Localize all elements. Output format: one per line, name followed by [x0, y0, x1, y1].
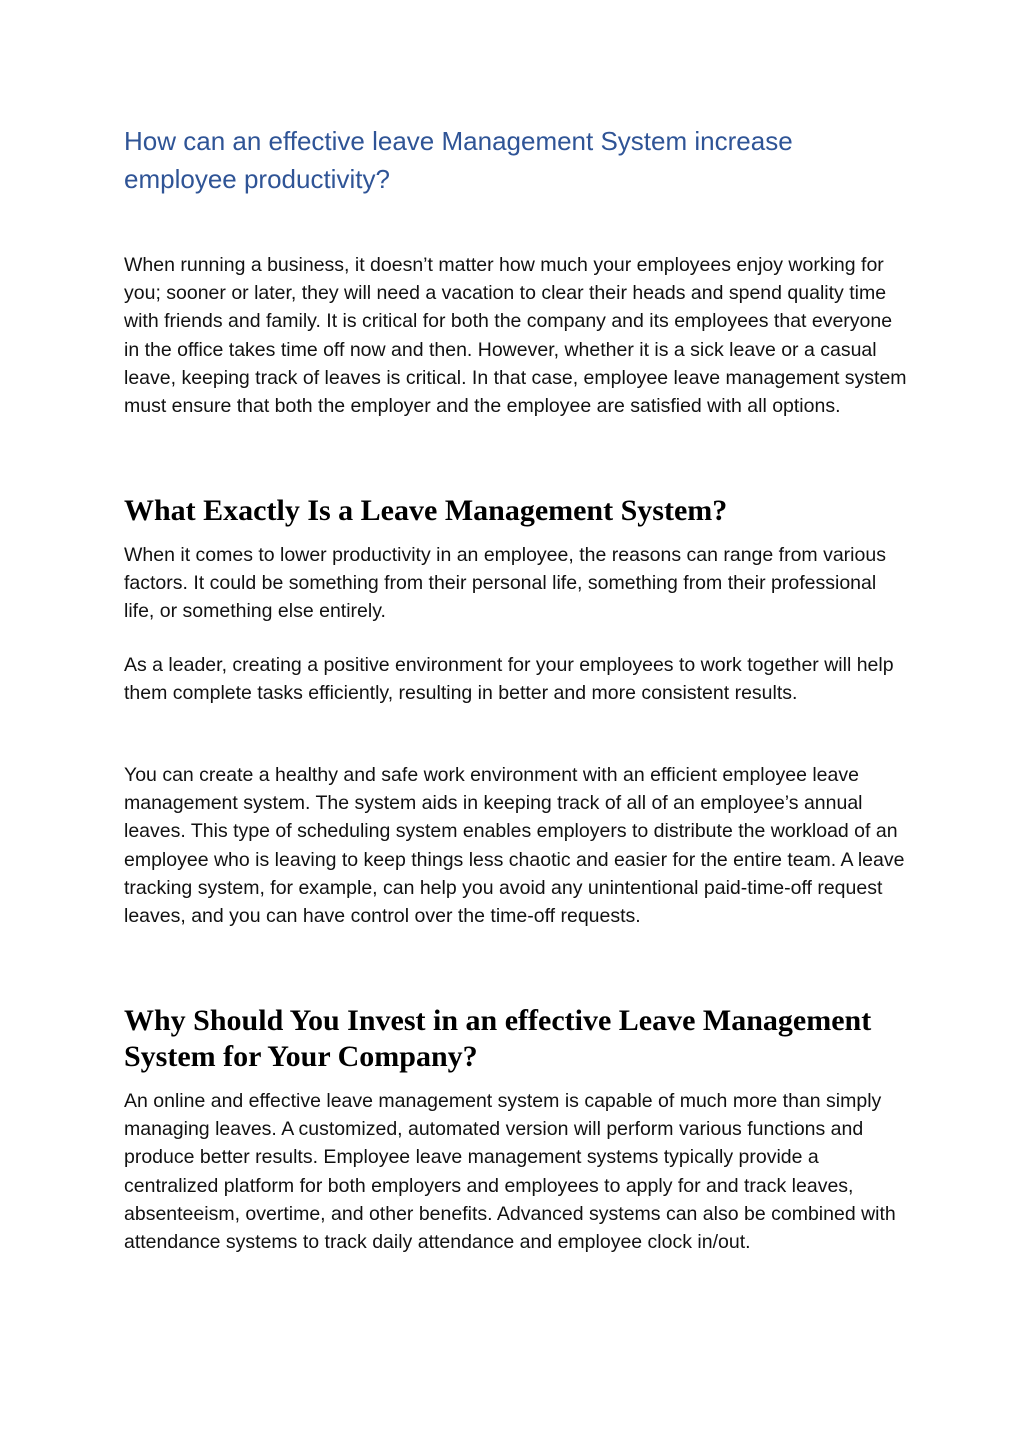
section-1-paragraph-3: You can create a healthy and safe work environment with an efficient employee leave management system. The system aids in keeping track of all of an employee’s annual leaves. This type of scheduling system enables employers to distribute the workload of an employee who is leaving to keep things less chaotic and easier for the entire team. A leave tracking system, for example, can help you avoid any unintentional paid-time-off request leaves, and you can have control over the time-off requests.: [124, 764, 905, 928]
intro-paragraph: When running a business, it doesn’t matter how much your employees enjoy working for you; sooner or later, they will need a vacation to clear their heads and spend quality time with friends and family. It is critical for both the company and its employees that everyone in the office takes time off now and then. However, whether it is a sick leave or a casual leave, keeping track of leaves is critical. In that case, employee leave management system must ensure that both the employer and the employee are satisfied with all options.: [124, 254, 907, 418]
document-title: How can an effective leave Management System increase employee productivity?: [124, 126, 793, 194]
section-2-paragraph-1: An online and effective leave management system is capable of much more than simply managing leaves. A customized, automated version will perform various functions and produce better results. Employee leave management systems typically provide a centralized platform for both employers and employees to apply for and track leaves, absenteeism, overtime, and other benefits. Advanced systems can also be combined with attendance systems to track daily attendance and employee clock in/out.: [124, 1090, 896, 1254]
section-heading-what-is: What Exactly Is a Leave Management System?: [124, 494, 728, 527]
section-1-paragraph-2: As a leader, creating a positive environment for your employees to work together will help them complete tasks efficiently, resulting in better and more consistent results.: [124, 654, 894, 705]
section-heading-why-invest: Why Should You Invest in an effective Leave Management System for Your Company?: [124, 1004, 872, 1073]
section-1-paragraph-1: When it comes to lower productivity in an employee, the reasons can range from various factors. It could be something from their personal life, something from their professional life, or something else entirely.: [124, 544, 886, 623]
